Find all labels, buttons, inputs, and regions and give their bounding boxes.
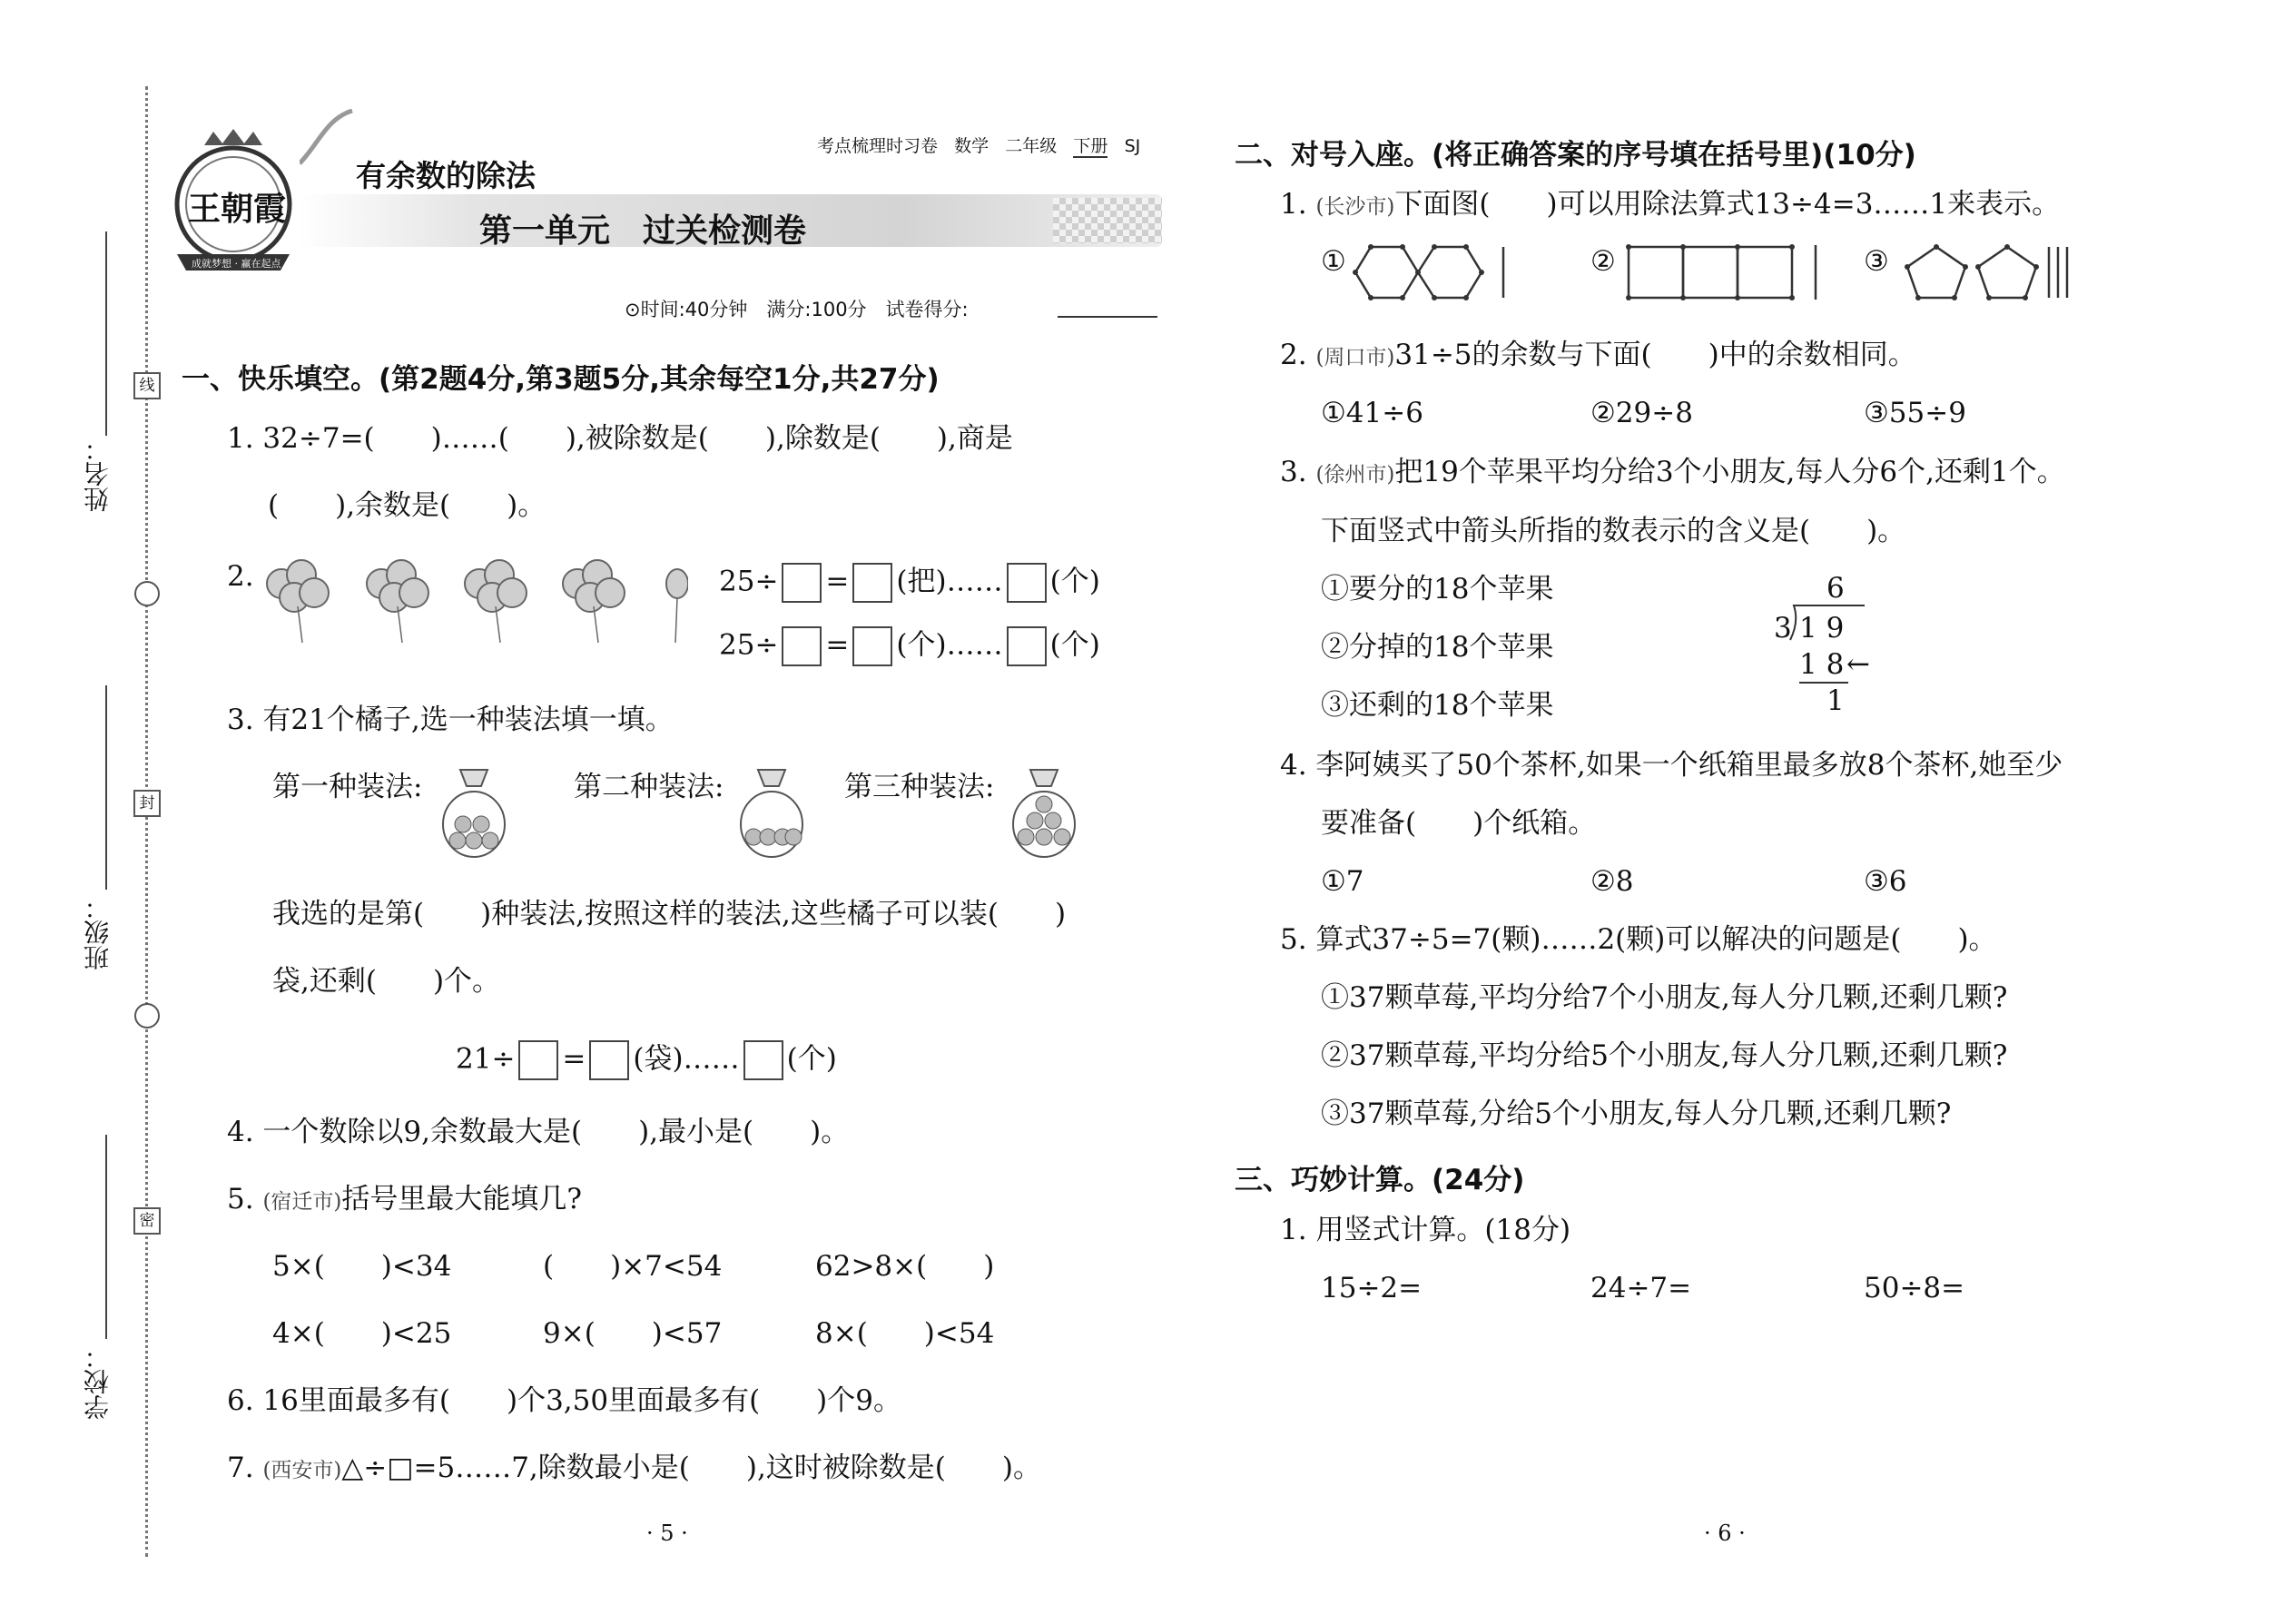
s2-q5-opt-3: ③37颗草莓,分给5个小朋友,每人分几颗,还剩几颗? — [1321, 1097, 1952, 1130]
s2-q3-opt-1: ①要分的18个苹果 — [1321, 573, 1554, 605]
s1-q7: 7. (西安市)△÷□=5……7,除数最小是( ),这时被除数是( )。 — [227, 1452, 1041, 1484]
answer-box[interactable] — [852, 626, 892, 666]
page-number-right: · 6 · — [1704, 1521, 1746, 1546]
divisor: 3 — [1774, 612, 1792, 645]
section1-heading: 一、快乐填空。(第2题4分,第3题5分,其余每空1分,共27分) — [182, 363, 940, 396]
s2-q3-opt-3: ③还剩的18个苹果 — [1321, 689, 1554, 722]
s1-q1-line2: ( ),余数是( )。 — [268, 489, 546, 522]
pentagon-sticks-figure — [1900, 238, 2072, 314]
class-underline — [105, 685, 107, 890]
hexagon-sticks-figure — [1353, 238, 1525, 314]
school-underline — [105, 1135, 107, 1339]
section3-heading: 三、巧妙计算。(24分) — [1235, 1164, 1525, 1196]
s2-q5-opt-2: ②37颗草莓,平均分给5个小朋友,每人分几颗,还剩几颗? — [1321, 1039, 2008, 1072]
s2-q1-opt-1: ① — [1321, 245, 1346, 278]
seam-circle — [134, 581, 160, 606]
name-label: 姓名： — [83, 436, 113, 512]
s1-q5-item: 9×( )<57 — [543, 1317, 723, 1350]
packing-method-2: 第二种装法: — [574, 771, 724, 803]
section2-heading: 二、对号入座。(将正确答案的序号填在括号里)(10分) — [1235, 139, 1916, 172]
s2-q2-opt-3: ③55÷9 — [1864, 397, 1966, 429]
name-underline — [105, 231, 107, 436]
s1-q3-stem: 3. 有21个橘子,选一种装法填一填。 — [227, 704, 674, 736]
topic-label: 有余数的除法 — [356, 158, 536, 193]
answer-box[interactable] — [589, 1040, 629, 1080]
s2-q4-opt-3: ③6 — [1864, 865, 1907, 898]
exam-meta: ⊙时间:40分钟 满分:100分 试卷得分: — [625, 299, 969, 320]
volume: 下册 — [1073, 136, 1108, 156]
answer-box[interactable] — [1007, 626, 1047, 666]
region-tag: (徐州市) — [1315, 463, 1395, 487]
s1-q5-item: ( )×7<54 — [543, 1250, 723, 1283]
s3-expr-2: 24÷7= — [1590, 1272, 1692, 1304]
answer-box[interactable] — [1007, 563, 1047, 603]
series-info — [817, 133, 1140, 157]
answer-box[interactable] — [852, 563, 892, 603]
region-tag: (宿迁市) — [262, 1190, 342, 1214]
banner-checker-pattern — [1053, 198, 1162, 243]
page-title: 第一单元 过关检测卷 — [479, 212, 807, 250]
region-tag: (周口市) — [1315, 346, 1395, 369]
answer-box[interactable] — [782, 563, 822, 603]
class-label: 班级： — [83, 894, 113, 970]
s2-q5-stem: 5. 算式37÷5=7(颗)……2(颗)可以解决的问题是( )。 — [1280, 923, 1997, 956]
s2-q4-line1: 4. 李阿姨买了50个茶杯,如果一个纸箱里最多放8个茶杯,她至少 — [1280, 749, 2063, 782]
s2-q2-opt-1: ①41÷6 — [1321, 397, 1423, 429]
seam-circle — [134, 1003, 160, 1029]
seam-mark-xian: 线 — [133, 372, 161, 399]
s1-q2-equation-1: 25÷ = (把)…… (个) — [719, 563, 1100, 603]
remainder: 1 — [1826, 684, 1845, 717]
region-tag: (长沙市) — [1315, 195, 1395, 219]
dividend: 1 9 — [1799, 612, 1845, 645]
s1-q1-line1: 1. 32÷7=( )……( ),被除数是( ),除数是( ),商是 — [227, 422, 1013, 455]
s1-q2-equation-2: 25÷ = (个)…… (个) — [719, 626, 1100, 666]
answer-box[interactable] — [518, 1040, 558, 1080]
s2-q2-opt-2: ②29÷8 — [1590, 397, 1693, 429]
s1-q2-number: 2. — [227, 560, 254, 593]
ribbon-swoosh — [300, 109, 336, 163]
s2-q5-opt-1: ①37颗草莓,平均分给7个小朋友,每人分几颗,还剩几颗? — [1321, 981, 2008, 1014]
orange-bag-icon — [735, 761, 808, 864]
logo-subtext: 成就梦想 · 赢在起点 — [192, 258, 281, 270]
balloon-bunches-figure — [261, 552, 688, 652]
binding-dotted-line — [145, 86, 148, 1557]
s1-q3-line2: 袋,还剩( )个。 — [272, 965, 501, 998]
s2-q1-opt-3: ③ — [1864, 245, 1889, 278]
s1-q5-item: 62>8×( ) — [815, 1250, 995, 1283]
arrow-icon: ← — [1846, 648, 1870, 681]
packing-method-3: 第三种装法: — [844, 771, 995, 803]
s2-q4-opt-2: ②8 — [1590, 865, 1634, 898]
score-blank[interactable] — [1058, 316, 1157, 318]
s1-q5-stem: 5. (宿迁市)括号里最大能填几? — [227, 1183, 583, 1216]
s1-q5-item: 5×( )<34 — [272, 1250, 452, 1283]
edition: SJ — [1124, 136, 1141, 156]
s2-q2-stem: 2. (周口市)31÷5的余数与下面( )中的余数相同。 — [1280, 339, 1916, 371]
orange-bag-icon — [438, 761, 510, 864]
s2-q1-opt-2: ② — [1590, 245, 1616, 278]
s2-q3-stem: 3. (徐州市)把19个苹果平均分给3个小朋友,每人分6个,还剩1个。 — [1280, 456, 2065, 488]
logo-text: 王朝霞 — [188, 191, 287, 228]
s2-q1-stem: 1. (长沙市)下面图( )可以用除法算式13÷4=3……1来表示。 — [1280, 188, 2061, 221]
brand-logo — [168, 127, 300, 272]
s1-q6: 6. 16里面最多有( )个3,50里面最多有( )个9。 — [227, 1384, 901, 1417]
school-label: 学校： — [83, 1343, 113, 1420]
page-number-left: · 5 · — [646, 1521, 688, 1546]
s2-q4-opt-1: ①7 — [1321, 865, 1364, 898]
long-division-figure — [1770, 567, 1897, 722]
s1-q4: 4. 一个数除以9,余数最大是( ),最小是( )。 — [227, 1116, 850, 1148]
product: 1 8 — [1799, 648, 1845, 681]
grade: 二年级 — [1005, 136, 1058, 156]
s3-expr-1: 15÷2= — [1321, 1272, 1423, 1304]
quotient: 6 — [1826, 572, 1845, 605]
s1-q3-equation: 21÷ = (袋)…… (个) — [456, 1040, 837, 1080]
s3-q1-stem: 1. 用竖式计算。(18分) — [1280, 1214, 1571, 1246]
orange-bag-icon — [1008, 761, 1080, 864]
s2-q3-line2: 下面竖式中箭头所指的数表示的含义是( )。 — [1321, 515, 1906, 547]
series-name: 考点梳理时习卷 — [817, 136, 939, 156]
answer-box[interactable] — [782, 626, 822, 666]
square-sticks-figure — [1625, 238, 1843, 314]
division-rule — [1799, 682, 1848, 684]
s2-q4-line2: 要准备( )个纸箱。 — [1321, 807, 1597, 840]
region-tag: (西安市) — [262, 1459, 342, 1482]
s2-q3-opt-2: ②分掉的18个苹果 — [1321, 631, 1554, 664]
seam-mark-mi: 密 — [133, 1207, 161, 1235]
packing-method-1: 第一种装法: — [272, 771, 423, 803]
s1-q3-line1: 我选的是第( )种装法,按照这样的装法,这些橘子可以装( ) — [272, 898, 1067, 930]
s1-q5-item: 8×( )<54 — [815, 1317, 995, 1350]
seam-mark-feng: 封 — [133, 790, 161, 817]
s3-expr-3: 50÷8= — [1864, 1272, 1965, 1304]
subject: 数学 — [954, 136, 989, 156]
s1-q5-item: 4×( )<25 — [272, 1317, 452, 1350]
answer-box[interactable] — [743, 1040, 783, 1080]
